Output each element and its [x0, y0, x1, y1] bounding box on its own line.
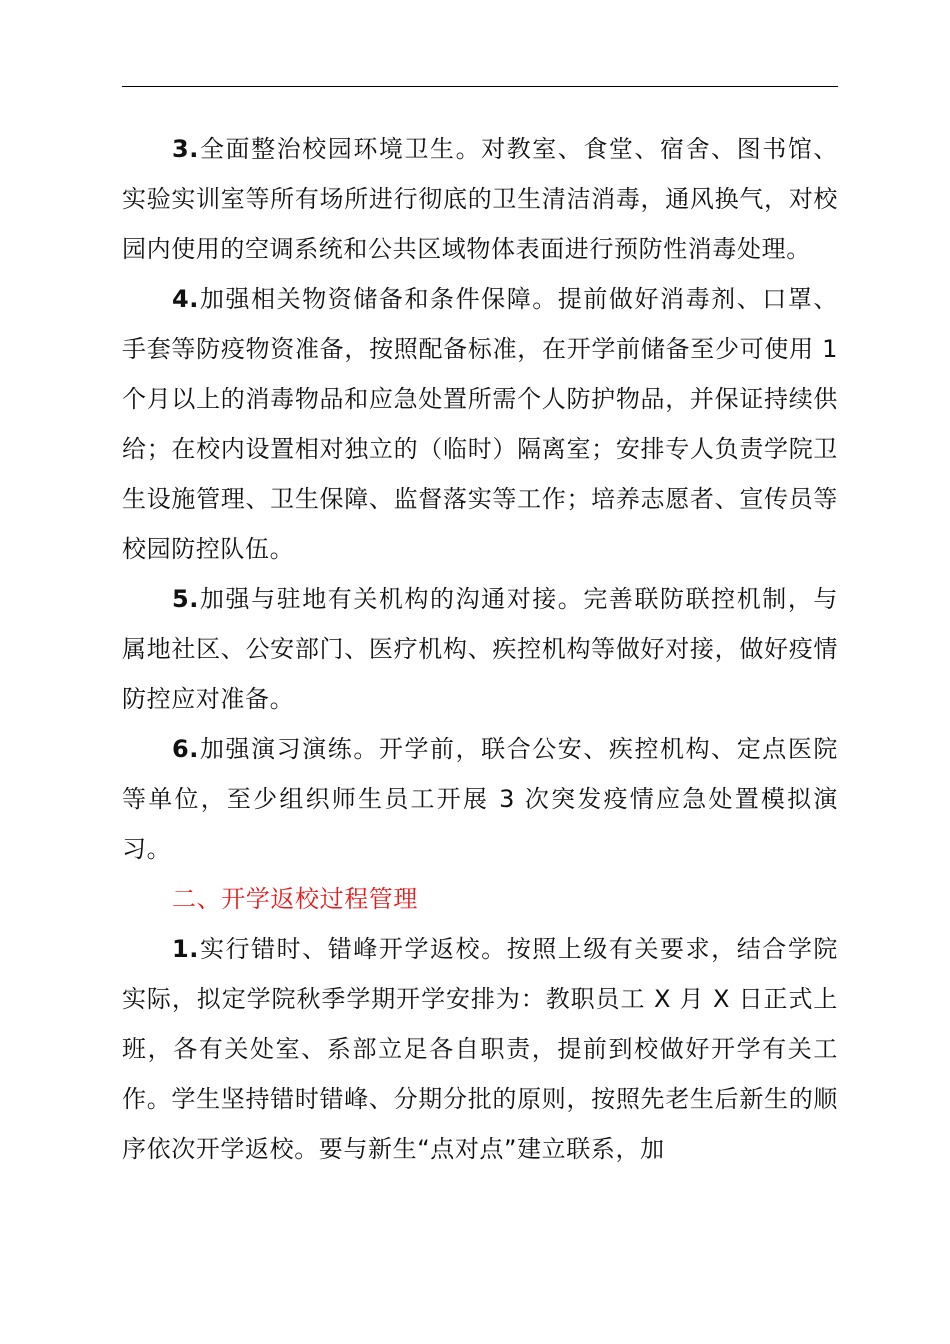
item-text: 加强相关物资储备和条件保障。提前做好消毒剂、口罩、手套等防疫物资准备，按照配备标准，在开学前储备至少可使用 1 个月以上的消毒物品和应急处置所需个人防护物品，并保证持续供给；在校内设置相对独立的（临时）隔离室；安排专人负责学院卫生设施管理、卫生保障、监督落实等工作；培养志愿者、宣传员等校园防控队伍。: [122, 285, 838, 563]
document-body: [122, 124, 838, 1174]
paragraph-item-3: [122, 124, 838, 274]
header-rule: [122, 86, 838, 87]
paragraph-item-5: [122, 574, 838, 724]
item-text: 加强演习演练。开学前，联合公安、疾控机构、定点医院等单位，至少组织师生员工开展 3 次突发疫情应急处置模拟演习。: [122, 735, 838, 863]
item-number: 3.: [172, 135, 200, 163]
paragraph-item-6: [122, 724, 838, 874]
paragraph-item-4: [122, 274, 838, 574]
section-heading: 二、开学返校过程管理: [172, 885, 418, 913]
item-number: 6.: [172, 735, 200, 763]
item-number: 1.: [172, 935, 200, 963]
item-text: 实行错时、错峰开学返校。按照上级有关要求，结合学院实际，拟定学院秋季学期开学安排为：教职员工 X 月 X 日正式上班，各有关处室、系部立足各自职责，提前到校做好开学有关工作。学生坚持错时错峰、分期分批的原则，按照先老生后新生的顺序依次开学返校。要与新生“点对点”建立联系，加: [122, 935, 838, 1163]
paragraph-item-1: [122, 924, 838, 1174]
item-number: 5.: [172, 585, 200, 613]
item-text: 加强与驻地有关机构的沟通对接。完善联防联控机制，与属地社区、公安部门、医疗机构、疾控机构等做好对接，做好疫情防控应对准备。: [122, 585, 838, 713]
item-number: 4.: [172, 285, 200, 313]
item-text: 全面整治校园环境卫生。对教室、食堂、宿舍、图书馆、实验实训室等所有场所进行彻底的卫生清洁消毒，通风换气，对校园内使用的空调系统和公共区域物体表面进行预防性消毒处理。: [122, 135, 838, 263]
